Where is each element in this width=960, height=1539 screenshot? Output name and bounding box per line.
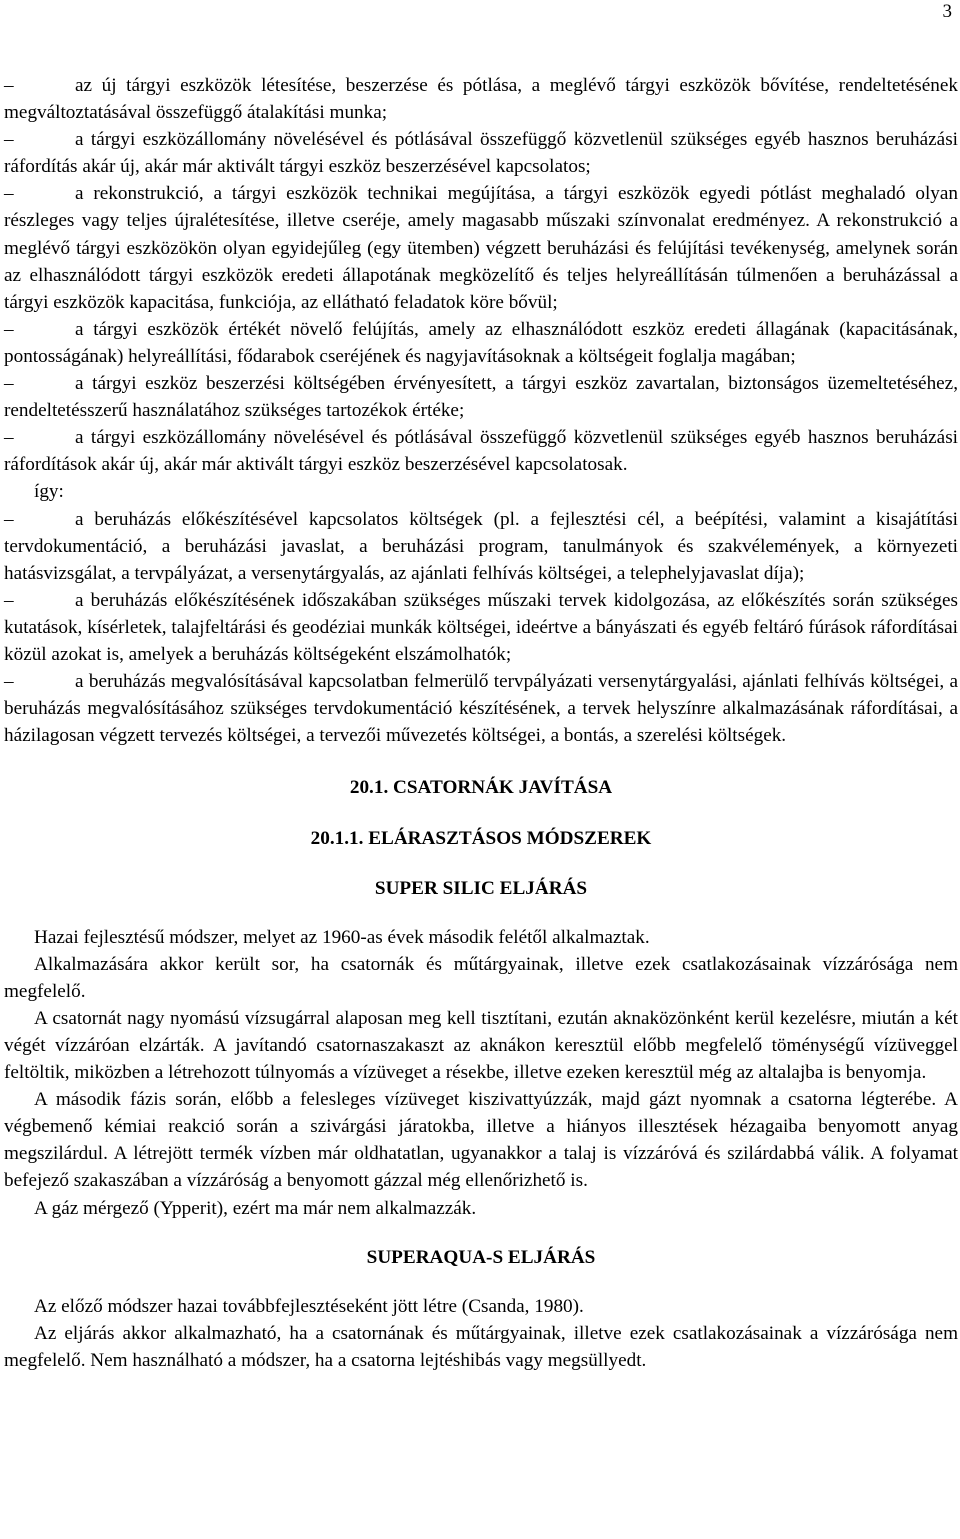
method-heading: SUPERAQUA-S ELJÁRÁS <box>366 1246 596 1268</box>
method-heading: SUPER SILIC ELJÁRÁS <box>374 877 588 899</box>
list-item-text: a tárgyi eszközállomány növelésével és pótlásával összefüggő közvetlenül szükséges egyéb hasznos beruházási ráfordítás akár új, akár már aktivált tárgyi eszköz beszerzésével kapcsolatos; <box>4 129 958 178</box>
dash-bullet: – <box>4 183 14 205</box>
list-item <box>4 316 958 370</box>
subsection-heading: 20.1.1. ELÁRASZTÁSOS MÓDSZEREK <box>310 828 652 850</box>
list-item <box>4 506 958 587</box>
list-item-text: a tárgyi eszközök értékét növelő felújítás, amely az elhasználódott eszköz eredeti állagának (kapacitásának, pontosságának) helyreállítási, fődarabok cseréjének és nagyjavításoknak a költségeit foglalja magában; <box>4 318 958 367</box>
list-item <box>4 370 958 424</box>
dash-bullet: – <box>4 318 14 340</box>
list-item-text: a beruházás előkészítésével kapcsolatos költségek (pl. a fejlesztési cél, a beépítési, valamint a kisajátítási tervdokumentáció, a beruházási javaslat, a beruházási program, tanulmányok és szakvélemények, a környezeti hatásvizsgálat, a tervpályázat, a versenytárgyalás, az ajánlati felhívás költségei, a telephelyjavaslat díja); <box>4 508 958 584</box>
dash-bullet: – <box>4 508 14 530</box>
list-item <box>4 587 958 668</box>
list-item-text: a rekonstrukció, a tárgyi eszközök technikai megújítása, a tárgyi eszközök egyedi pótlást meghaladó olyan részleges vagy teljes újralétesítése, illetve cseréje, amely magasabb műszaki színvonalat eredményez. A rekonstrukció a meglévő tárgyi eszközökön olyan egyidejűleg (egy ütemben) végzett beruházási és felújítási tevékenység, amelynek során az elhasználódott tárgyi eszközök eredeti állapotának megközelítő és teljes helyreállításán túlmenően a beruházással a tárgyi eszközök kapacitása, funkciója, az ellátható feladatok köre bővül; <box>4 183 958 313</box>
paragraph: Alkalmazására akkor került sor, ha csatornák és műtárgyainak, illetve ezek csatlakozásainak vízzárósága nem megfelelő. <box>4 953 958 1002</box>
list-item-text: a beruházás előkészítésének időszakában szükséges műszaki tervek kidolgozása, az előkészítés során szükséges kutatások, kísérletek, talajfeltárási és geodéziai munkák költségei, ideértve a bányászati és egyéb feltáró fúrások ráfordításai közül azokat is, amelyek a beruházás költségeként elszámolhatók; <box>4 589 958 665</box>
dash-bullet: – <box>4 129 14 151</box>
list-item <box>4 72 958 126</box>
paragraph: A gáz mérgező (Ypperit), ezért ma már nem alkalmazzák. <box>34 1197 477 1219</box>
list-item <box>4 180 958 315</box>
page-number: 3 <box>942 1 952 22</box>
document-body <box>4 72 958 1374</box>
paragraph: Az előző módszer hazai továbbfejlesztéseként jött létre (Csanda, 1980). <box>34 1295 584 1317</box>
paragraph: A második fázis során, előbb a felesleges vízüveget kiszivattyúzzák, majd gázt nyomnak a csatorna légterébe. A végbemenő kémiai reakció során a szivárgási járatokba, illetve a hiányos illesztések hézagaiba benyomott anyag megszilárdul. A létrejött termék vízben már oldhatatlan, ugyanakkor a talaj is vízzáróvá és szilárdabbá válik. A folyamat befejező szakaszában a vízzáróság a benyomott gázzal még ellenőrizhető is. <box>4 1089 958 1192</box>
dash-bullet: – <box>4 373 14 395</box>
dash-bullet: – <box>4 589 14 611</box>
list-item <box>4 668 958 749</box>
list-item-text: a beruházás megvalósításával kapcsolatban felmerülő tervpályázati versenytárgyalási, ajánlati felhívás költségei, a beruházás megvalósításához szükséges tervdokumentáció készítésének, a tervek helyszínre alkalmazásának ráfordításai, a házilagosan végzett tervezés költségei, a tervezői művezetés költségei, a bontás, a szerelési költségek. <box>4 671 958 747</box>
section-heading: 20.1. CSATORNÁK JAVÍTÁSA <box>349 777 613 799</box>
list-item <box>4 424 958 478</box>
list-item-text: a tárgyi eszköz beszerzési költségében érvényesített, a tárgyi eszköz zavartalan, biztonságos üzemeltetéséhez, rendeltetésszerű használatához szükséges tartozékok értéke; <box>4 373 958 422</box>
dash-bullet: – <box>4 671 14 693</box>
paragraph: Az eljárás akkor alkalmazható, ha a csatornának és műtárgyainak, illetve ezek csatlakozásainak a vízzárósága nem megfelelő. Nem használható a módszer, ha a csatorna lejtéshibás vagy megsüllyedt. <box>4 1322 958 1371</box>
list-item-text: az új tárgyi eszközök létesítése, beszerzése és pótlása, a meglévő tárgyi eszközök bővítése, rendeltetésének megváltoztatásával összefüggő átalakítási munka; <box>4 75 958 124</box>
list-item-text: a tárgyi eszközállomány növelésével és pótlásával összefüggő közvetlenül szükséges egyéb hasznos beruházási ráfordítások akár új, akár már aktivált tárgyi eszköz beszerzésével kapcsolatosak. <box>4 427 958 476</box>
dash-bullet: – <box>4 75 14 96</box>
paragraph: A csatornát nagy nyomású vízsugárral alaposan meg kell tisztítani, ezután aknaközönként kerül kezelésre, miután a két végét vízzáróan elzárták. A javítandó csatornaszakaszt az aknákon keresztül előbb megfelelő töménységű vízüveggel feltöltik, miközben a létrehozott túlnyomás a vízüveget a résekbe, illetve ezeken keresztül még az altalajba is benyomja. <box>4 1007 958 1084</box>
list-item <box>4 126 958 180</box>
dash-bullet: – <box>4 427 14 449</box>
paragraph: Hazai fejlesztésű módszer, melyet az 1960-as évek második felétől alkalmaztak. <box>34 926 650 948</box>
igy-label: így: <box>34 481 64 503</box>
